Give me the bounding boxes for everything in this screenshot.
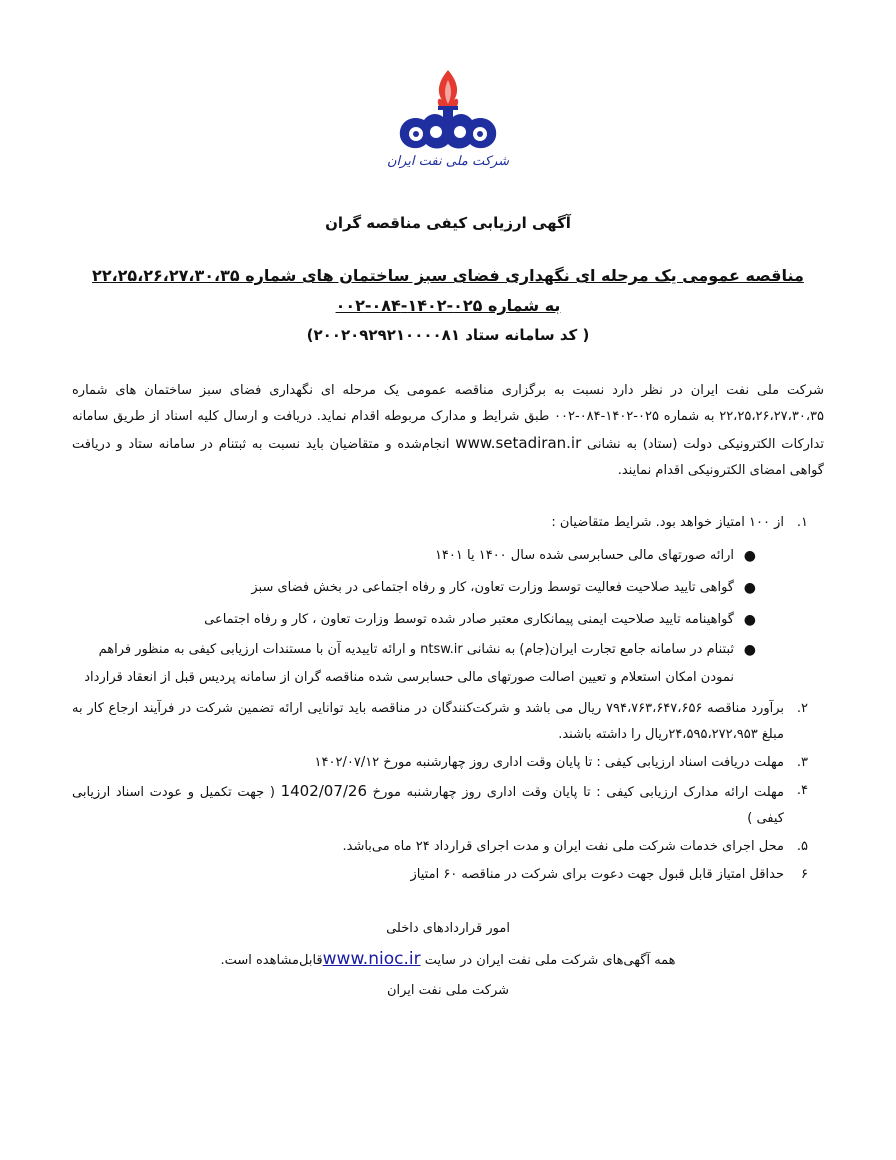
item-number: ۵. bbox=[796, 839, 808, 854]
bullet-item bbox=[72, 540, 756, 572]
item-text: محل اجرای خدمات شرکت ملی نفت ایران و مدت اجرای قرارداد ۲۴ ماه می‌باشد. bbox=[342, 839, 784, 854]
item-number: ۱. bbox=[796, 515, 808, 530]
item-text-after-date: ( جهت تکمیل و عودت اسناد ارزیابی کیفی ) bbox=[72, 785, 784, 826]
item-number: ۴. bbox=[796, 783, 808, 798]
bullet-icon: ● bbox=[743, 548, 756, 564]
item-number: ۳. bbox=[796, 755, 808, 770]
list-item bbox=[72, 778, 808, 832]
bullet-icon: ● bbox=[743, 580, 756, 596]
nioc-logo bbox=[378, 66, 518, 184]
item-text: برآورد مناقصه ۷۹۴،۷۶۳،۶۴۷،۶۵۶ ریال می باشد و شرکت‌کنندگان در مناقصه باید توانایی ارائه تضمین شرکت در فرآیند ارجاع کار به مبلغ ۲۴،۵۹۵،۲۷۲،۹۵۳ریال را داشته باشند. bbox=[72, 701, 785, 742]
footer-notice bbox=[60, 944, 836, 976]
footer-department: امور قراردادهای داخلی bbox=[386, 921, 510, 936]
bullet-text: گواهی تایید صلاحیت فعالیت توسط وزارت تعاون، کار و رفاه اجتماعی در بخش فضای سبز bbox=[251, 580, 734, 595]
item-text: مهلت دریافت اسناد ارزیابی کیفی : تا پایان وقت اداری روز چهارشنبه مورخ ۱۴۰۲/۰۷/۱۲ bbox=[314, 755, 784, 770]
tender-title: مناقصه عمومی یک مرحله ای نگهداری فضای سبز ساختمان های شماره ۲۲،۲۵،۲۶،۲۷،۳۰،۳۵ bbox=[92, 266, 804, 285]
list-item bbox=[72, 510, 808, 692]
item-text: از ۱۰۰ امتیاز خواهد بود. شرایط متقاضیان : bbox=[551, 515, 784, 530]
conditions-list bbox=[72, 510, 808, 888]
list-item bbox=[72, 834, 808, 860]
requirements-list bbox=[72, 540, 784, 692]
bullet-item bbox=[72, 636, 756, 692]
list-item bbox=[72, 696, 808, 748]
item-text-before-date: مهلت ارائه مدارک ارزیابی کیفی : تا پایان وقت اداری روز چهارشنبه مورخ bbox=[372, 785, 784, 800]
bullet-text: گواهینامه تایید صلاحیت ایمنی پیمانکاری معتبر صادر شده توسط وزارت تعاون ، کار و رفاه اجتماعی bbox=[204, 612, 734, 627]
footer-notice-before: همه آگهی‌های شرکت ملی نفت ایران در سایت bbox=[424, 953, 676, 968]
setadiran-link[interactable]: www.setadiran.ir bbox=[455, 434, 582, 452]
bullet-text: ارائه صورتهای مالی حسابرسی شده سال ۱۴۰۰ یا ۱۴۰۱ bbox=[434, 548, 734, 563]
setad-code: ( کد سامانه ستاد ۲۰۰۲۰۹۲۹۲۱۰۰۰۰۸۱) bbox=[306, 326, 590, 344]
list-item bbox=[72, 750, 808, 776]
nioc-emblem-icon bbox=[378, 66, 518, 154]
tender-number: به شماره ۰۲۵-۱۴۰۲-۰۸۴-۰۰۲ bbox=[335, 296, 561, 315]
bullet-icon: ● bbox=[743, 612, 756, 628]
bullet-text: ثبتنام در سامانه جامع تجارت ایران(جام) به نشانی ntsw.ir و ارائه تاییدیه آن با مستندات ارزیابی کیفی به منظور فراهم نمودن امکان استعلام و تعیین اصالت صورتهای مالی حسابرسی شده مناقصه گران از سامانه پردیس قبل از انعقاد قرارداد bbox=[84, 642, 734, 685]
item-text: حداقل امتیاز قابل قبول جهت دعوت برای شرکت در مناقصه ۶۰ امتیاز bbox=[410, 867, 784, 882]
list-item bbox=[72, 862, 808, 888]
item-number: ۶ bbox=[801, 867, 808, 882]
bullet-icon: ● bbox=[743, 642, 756, 658]
intro-text-part2: انجام‌شده و متقاضیان باید نسبت به ثبتنام در سامانه ستاد و دریافت گواهی امضای الکترونیکی اقدام نمایند. bbox=[72, 437, 824, 478]
announcement-title: آگهی ارزیابی کیفی مناقصه گران bbox=[325, 214, 571, 232]
nioc-website-link[interactable]: www.nioc.ir bbox=[322, 949, 421, 969]
footer bbox=[60, 914, 836, 1006]
submission-date: 1402/07/26 bbox=[280, 782, 368, 800]
footer-company: شرکت ملی نفت ایران bbox=[386, 983, 510, 998]
intro-paragraph bbox=[72, 378, 824, 484]
bullet-item bbox=[72, 572, 756, 604]
footer-notice-after: قابل‌مشاهده است. bbox=[220, 953, 323, 968]
logo-caption: شرکت ملی نفت ایران bbox=[386, 154, 510, 169]
intro-text-part1: شرکت ملی نفت ایران در نظر دارد نسبت به برگزاری مناقصه عمومی یک مرحله ای نگهداری فضای سبز ساختمان های شماره ۲۲،۲۵،۲۶،۲۷،۳۰،۳۵ به شماره ۰۲۵-۱۴۰۲-۰۸۴-۰۰۲ طبق شرایط و مدارک مربوطه اقدام نماید. دریافت و ارسال کلیه اسناد از طریق سامانه تدارکات الکترونیکی دولت (ستاد) به نشانی bbox=[72, 383, 824, 452]
item-number: ۲. bbox=[796, 701, 808, 716]
bullet-item bbox=[72, 604, 756, 636]
